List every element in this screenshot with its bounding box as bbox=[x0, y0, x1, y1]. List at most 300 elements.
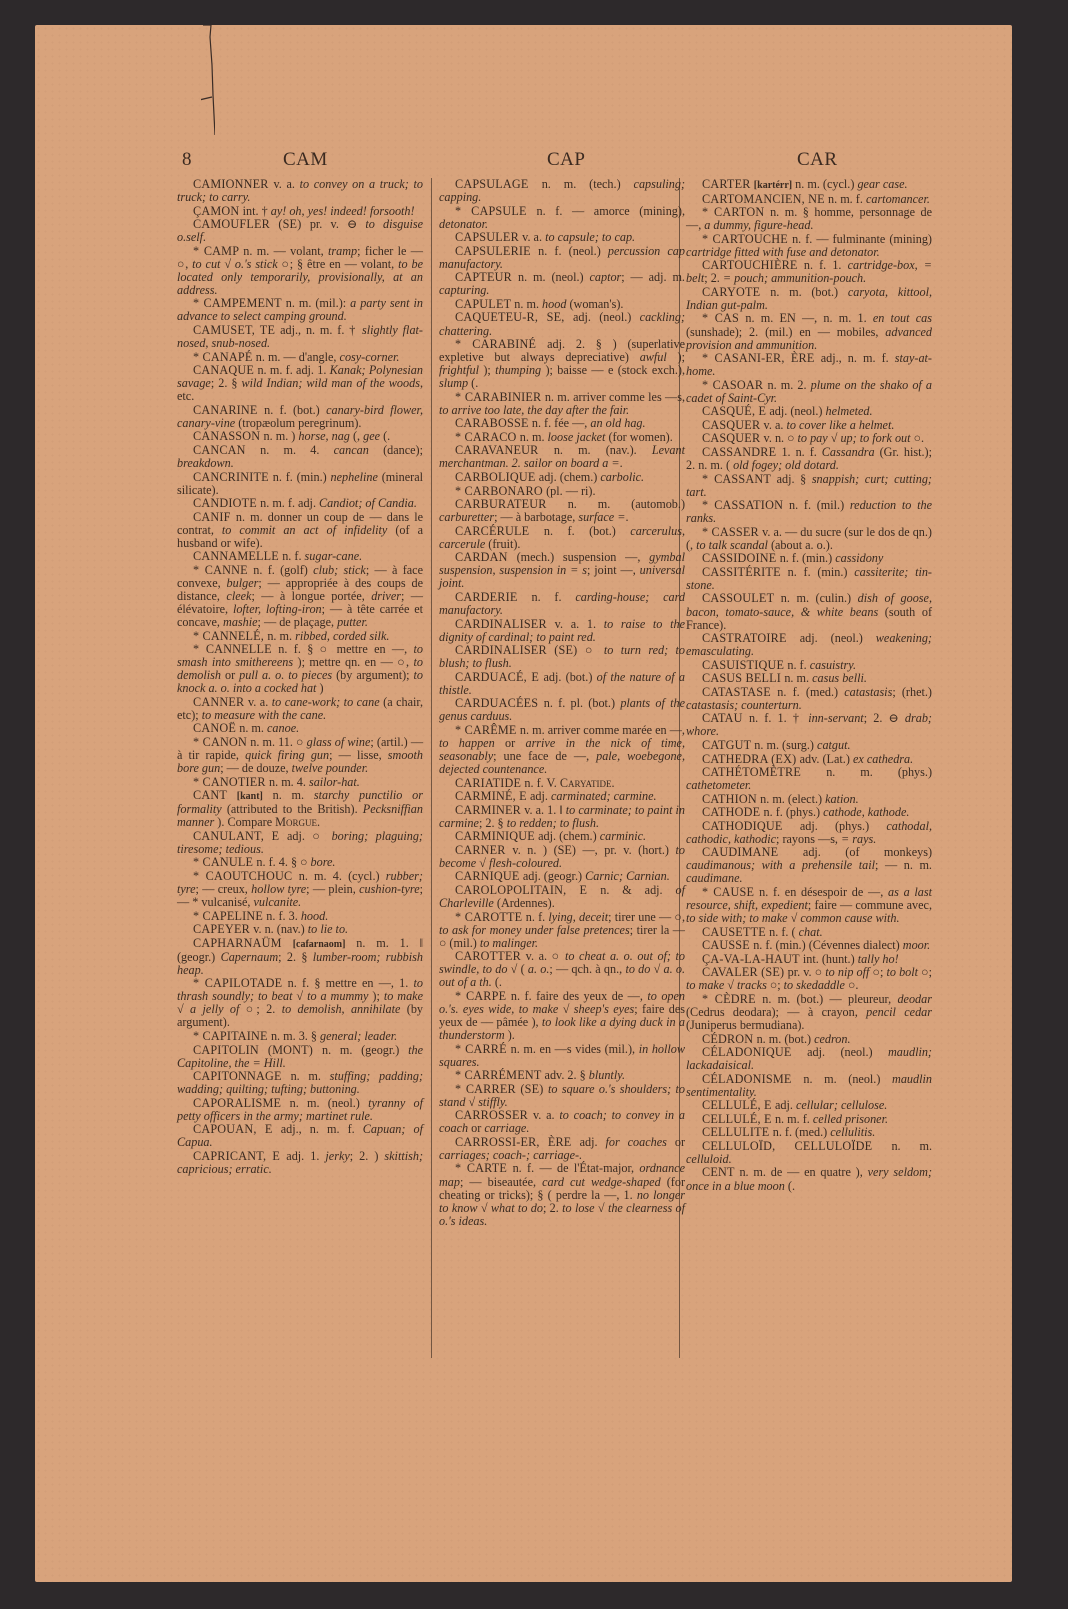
entry-text: ; 2. § bbox=[478, 815, 507, 830]
guide-word-center: CAP bbox=[547, 149, 586, 170]
entry-text: slump bbox=[439, 376, 469, 391]
entry-headword: * CARRÉMENT bbox=[455, 1068, 545, 1083]
entry-headword: CARTOUCHIÈRE bbox=[702, 258, 804, 273]
entry-text: pull a. o. to pieces bbox=[239, 668, 333, 683]
entry-text: ○. bbox=[844, 978, 859, 993]
entry-text: n. f. 4. § ○ bbox=[256, 855, 311, 870]
entry-text: n. f. (bot.) bbox=[264, 402, 327, 417]
entry-text: [cafarnaom] bbox=[292, 938, 346, 950]
entry-text: carriage. bbox=[484, 1121, 530, 1136]
entry-text: n. f. (mil.) bbox=[789, 498, 850, 513]
entry-text: cathetometer. bbox=[686, 778, 752, 793]
entry-text: tramp bbox=[328, 243, 358, 258]
entry-text: to malinger. bbox=[479, 935, 539, 950]
entry-text: Pecksniffian manner bbox=[177, 802, 423, 830]
entry-text: starchy punctilio or formality bbox=[177, 788, 423, 817]
entry-text: lumber-room; rubbish heap. bbox=[177, 949, 424, 977]
entry-headword: * CAPITAINE bbox=[193, 1029, 271, 1043]
entry-text: adj. 2. § ) (superlative expletive but always depreciative) bbox=[439, 337, 685, 365]
dictionary-entry bbox=[439, 178, 685, 204]
entry-text: n. f. § mettre en —, 1. bbox=[287, 976, 414, 991]
dictionary-entry bbox=[439, 591, 685, 617]
dictionary-entry bbox=[439, 205, 685, 231]
dictionary-entry bbox=[177, 937, 423, 977]
entry-headword: CANIF bbox=[193, 509, 236, 524]
entry-text: caudimanous; with a prehensile tail bbox=[686, 858, 876, 873]
entry-headword: CAROTTER bbox=[455, 949, 526, 964]
dictionary-entry bbox=[177, 404, 423, 430]
dictionary-entry bbox=[439, 790, 685, 803]
entry-text: (south of France). bbox=[686, 604, 932, 632]
entry-text: drab; whore. bbox=[686, 711, 932, 739]
entry-text: cleek bbox=[226, 588, 252, 603]
entry-headword: CARABOSSE bbox=[455, 416, 532, 431]
dictionary-entry bbox=[177, 736, 423, 775]
entry-text: (dance); bbox=[368, 442, 424, 457]
entry-text: n. m. bbox=[784, 671, 813, 686]
entry-headword: * CASANI-ER, ÈRE bbox=[702, 351, 821, 366]
dictionary-entry bbox=[686, 379, 932, 405]
entry-headword: CAPITONNAGE bbox=[193, 1069, 291, 1084]
entry-text: (mineral silicate). bbox=[177, 469, 423, 497]
entry-text: n. f. (neol.) bbox=[538, 243, 608, 258]
entry-text: n. f. — de l'État-major, bbox=[512, 1161, 640, 1176]
dictionary-entry bbox=[439, 911, 685, 950]
entry-text: adj. (bot.) bbox=[543, 669, 597, 684]
entry-headword: * CAPILOTADE bbox=[193, 976, 288, 991]
entry-text: ; — à tête carrée et concave, bbox=[177, 602, 423, 630]
entry-text: (sunshade); 2. (mil.) en — mobiles, bbox=[686, 324, 886, 339]
dictionary-entry bbox=[177, 870, 423, 909]
entry-text: plume on the shako of a cadet of Saint-Cyr. bbox=[686, 377, 932, 405]
entry-text: old fogey; old dotard. bbox=[733, 457, 839, 472]
entry-text: arrive in the nick of time, seasonably bbox=[439, 735, 686, 764]
entry-text: to smash into smithereens bbox=[177, 642, 423, 670]
column-divider bbox=[431, 178, 432, 1358]
entry-text: lofter, lofting-iron bbox=[232, 602, 322, 616]
dictionary-entry bbox=[177, 722, 423, 735]
dictionary-entry bbox=[686, 659, 932, 672]
dictionary-entry bbox=[177, 1097, 423, 1123]
entry-text: ribbed, corded silk. bbox=[295, 628, 390, 643]
entry-text: n. f. (golf) bbox=[253, 562, 314, 577]
entry-text: adj., n. m. f. bbox=[280, 1122, 363, 1137]
entry-text: n. f. (bot.) bbox=[543, 523, 631, 538]
entry-text: thumping bbox=[495, 363, 542, 378]
entry-text: Candiot; of Candia. bbox=[319, 496, 417, 511]
entry-text: Morgue. bbox=[275, 815, 321, 830]
dictionary-entry bbox=[686, 286, 932, 312]
entry-text: carminated; carmine. bbox=[550, 789, 657, 804]
entry-headword: CAMOUFLER (SE) bbox=[193, 217, 310, 232]
entry-text: ; — biseautée, bbox=[460, 1174, 543, 1189]
entry-text: ; — de douze, bbox=[220, 761, 292, 776]
entry-text: awful bbox=[639, 350, 667, 365]
entry-headword: CARYOTE bbox=[702, 284, 771, 299]
entry-headword: CANARINE bbox=[193, 402, 265, 417]
entry-text: canary-bird flower, canary-vine bbox=[177, 402, 423, 430]
dictionary-entry bbox=[177, 923, 423, 936]
entry-text: n. m. bbox=[267, 628, 296, 643]
entry-headword: CAPHARNAÜM bbox=[193, 935, 293, 950]
entry-text: adj. ○ bbox=[286, 828, 332, 843]
entry-text: to talk scandal bbox=[696, 537, 768, 552]
entry-text: or bbox=[666, 1134, 686, 1149]
dictionary-entry bbox=[177, 630, 423, 643]
entry-headword: CANNER bbox=[193, 694, 248, 709]
entry-text: canoe. bbox=[267, 721, 300, 736]
entry-text: vulcanite. bbox=[253, 895, 302, 910]
entry-text: ○; bbox=[766, 978, 784, 993]
entry-text: to arrive too late, the day after the fair. bbox=[439, 402, 630, 417]
entry-text: Capuan; of Capua. bbox=[177, 1122, 424, 1150]
entry-text: rubber; tyre bbox=[177, 868, 423, 896]
entry-text: ordnance map bbox=[439, 1161, 685, 1189]
entry-text: smooth bore gun bbox=[177, 748, 423, 776]
entry-headword: * CAPSULE bbox=[455, 203, 537, 218]
entry-text: ; — creux, bbox=[195, 881, 252, 896]
entry-headword: CASQUÉ, E bbox=[702, 404, 770, 419]
entry-text: ; — à longue portée, bbox=[251, 588, 372, 603]
entry-text: (Gr. hist.); 2. n. m. ( bbox=[686, 444, 932, 472]
entry-text: n. m. (automob.) bbox=[567, 497, 685, 512]
dictionary-entry bbox=[686, 753, 932, 766]
entry-headword: * CAMPEMENT bbox=[193, 296, 286, 311]
entry-headword: CAPOUAN, E bbox=[193, 1122, 281, 1137]
entry-text: adj. bbox=[530, 789, 551, 804]
entry-text: carding-house; card manufactory. bbox=[439, 589, 685, 617]
entry-text: tyranny of petty officers in the army; martinet rule. bbox=[177, 1095, 423, 1123]
entry-text: n. m. 4. (cycl.) bbox=[298, 868, 386, 883]
entry-text: ; — n. m. bbox=[875, 858, 932, 873]
entry-headword: CATHEDRA (EX) bbox=[702, 751, 800, 766]
entry-text: ; faire — commune avec, bbox=[807, 898, 932, 913]
entry-headword: CASQUER bbox=[702, 431, 764, 446]
entry-text: n. m. (nav.). bbox=[553, 443, 652, 458]
page-header bbox=[35, 149, 1012, 179]
entry-text: to measure with the cane. bbox=[201, 707, 327, 722]
entry-headword: CARTOMANCIEN, NE bbox=[702, 191, 829, 206]
entry-text: card cut wedge-shaped bbox=[542, 1174, 661, 1189]
entry-text: bore. bbox=[310, 855, 336, 870]
entry-text: = rays. bbox=[841, 831, 877, 846]
dictionary-entry bbox=[686, 206, 932, 232]
entry-text: mashie bbox=[223, 615, 258, 630]
entry-text: catgut. bbox=[817, 737, 851, 752]
entry-text: ○; bbox=[918, 965, 932, 980]
entry-text: adj. bbox=[774, 1098, 796, 1113]
entry-text: ; — à barbotage, bbox=[494, 510, 579, 525]
entry-text: v. a. — du sucre (sur le dos de qn.) (, bbox=[686, 524, 932, 552]
entry-headword: CASSIDOINE bbox=[702, 551, 780, 566]
entry-text: (mech.) suspension —, bbox=[516, 550, 650, 565]
entry-text: ; — qch. à qn., bbox=[549, 962, 626, 977]
entry-headword: CASSITÉRITE bbox=[702, 564, 788, 579]
entry-text: ; joint —, bbox=[587, 563, 640, 578]
entry-text: ; une face de —, bbox=[493, 749, 597, 764]
entry-text: adj. (chem.) bbox=[538, 829, 600, 844]
entry-text: , etc. bbox=[177, 376, 423, 404]
entry-text: n. m. (neol.) bbox=[803, 1071, 893, 1086]
entry-headword: CAPORALISME bbox=[193, 1095, 290, 1110]
entry-text: inn-servant bbox=[808, 711, 864, 726]
column-right bbox=[686, 178, 932, 1193]
entry-text: v. a. bbox=[273, 177, 300, 191]
entry-headword: CARMINÉ, E bbox=[455, 789, 530, 804]
entry-text: cellulitis. bbox=[830, 1125, 876, 1140]
dictionary-entry bbox=[439, 950, 685, 989]
entry-headword: CÉLADONISME bbox=[702, 1071, 804, 1086]
entry-text: to open o.'s. eyes wide, to make √ sheep's eyes bbox=[439, 988, 686, 1016]
dictionary-entry bbox=[177, 830, 423, 856]
entry-text: to demolish, annihilate bbox=[281, 1002, 401, 1017]
page-number: 8 bbox=[182, 149, 192, 170]
entry-text: v. a. ○ bbox=[525, 949, 565, 964]
entry-text: adj. 1. bbox=[286, 1148, 326, 1163]
dictionary-entry bbox=[177, 430, 423, 443]
entry-text: to lie to. bbox=[307, 922, 349, 937]
entry-text: (for cheating or tricks); § ( perdre la —, 1. bbox=[439, 1174, 685, 1202]
entry-headword: CAPRICANT, E bbox=[193, 1148, 287, 1163]
entry-headword: CARDUACÉ, E bbox=[455, 669, 544, 684]
entry-text: to become √ flesh-coloured. bbox=[439, 842, 686, 870]
dictionary-entry bbox=[439, 1162, 685, 1227]
entry-text: n. f. § ○ mettre en —, bbox=[278, 642, 414, 657]
entry-text: catastasis; counterturn. bbox=[686, 697, 802, 712]
entry-headword: * CARTOUCHE bbox=[702, 231, 793, 246]
entry-headword: * CARPE bbox=[455, 988, 511, 1003]
dictionary-entry bbox=[439, 697, 685, 723]
entry-text: adj., n. m. f. bbox=[820, 351, 895, 366]
entry-text: (woman's). bbox=[566, 296, 624, 311]
entry-text: v. n. ) (SE) —, pr. v. (hort.) bbox=[512, 842, 676, 857]
entry-text: adj. (neol.) bbox=[572, 310, 640, 325]
entry-text: a. o. bbox=[527, 962, 550, 977]
entry-text: to turn red; to blush; to flush. bbox=[439, 643, 685, 671]
entry-text: of Charleville bbox=[439, 882, 685, 911]
entry-headword: CASQUER bbox=[702, 417, 764, 432]
entry-text: v. a. 1. ‖ bbox=[524, 802, 566, 817]
entry-text: v. a. bbox=[532, 1108, 560, 1123]
entry-headword: CAPSULERIE bbox=[455, 243, 539, 258]
entry-text: n. f. 3. bbox=[266, 908, 301, 923]
entry-text: to redden; to flush. bbox=[506, 815, 600, 830]
entry-text: ; — adj. m. bbox=[621, 270, 685, 285]
entry-text: boring; plaguing; tiresome; tedious. bbox=[177, 828, 423, 856]
guide-word-left: CAM bbox=[283, 149, 328, 170]
entry-text: n. m. 2. bbox=[767, 377, 811, 392]
entry-headword: * CARABINIER bbox=[455, 389, 545, 404]
dictionary-entry bbox=[686, 432, 932, 445]
entry-text: (pl. — ri). bbox=[546, 483, 596, 498]
entry-text: adj. (neol.) bbox=[799, 631, 876, 646]
dictionary-entry bbox=[439, 1043, 685, 1069]
entry-text: captor bbox=[589, 270, 622, 285]
entry-text: detonator. bbox=[439, 216, 489, 231]
entry-headword: * CARBONARO bbox=[455, 483, 547, 498]
entry-text: loose jacket bbox=[547, 429, 606, 444]
entry-headword: CATHODE bbox=[702, 805, 764, 820]
entry-text: v. n. ○ bbox=[763, 431, 798, 446]
entry-text: to thrash soundly; to beat √ to a mummy bbox=[177, 976, 423, 1004]
entry-headword: * CANON bbox=[193, 734, 251, 749]
entry-text: general; leader. bbox=[320, 1029, 398, 1043]
dictionary-entry bbox=[177, 324, 423, 350]
entry-text: (. bbox=[380, 429, 391, 444]
entry-text: capsuling; capping. bbox=[439, 177, 685, 205]
entry-headword: CANCAN bbox=[193, 442, 261, 457]
entry-headword: * CANNE bbox=[193, 562, 254, 577]
entry-text: n. m. (bot.) — pleureur, bbox=[762, 991, 898, 1006]
paper-tear bbox=[201, 25, 215, 145]
dictionary-entry bbox=[439, 391, 685, 417]
entry-text: lying, deceit bbox=[548, 909, 609, 924]
dictionary-entry bbox=[686, 193, 932, 206]
entry-text: cathodal, cathodic, kathodic bbox=[686, 818, 933, 846]
entry-text: cushion-tyre bbox=[359, 881, 420, 896]
entry-text: cathode, kathode. bbox=[823, 805, 910, 820]
entry-text: n. & adj. bbox=[600, 882, 676, 897]
entry-text: percussion cap manufactory. bbox=[439, 243, 685, 271]
entry-text: n. m. de — en quatre ), bbox=[739, 1165, 868, 1180]
entry-headword: CARDAN bbox=[455, 550, 517, 565]
entry-text: gear case. bbox=[857, 177, 908, 191]
entry-text: ). bbox=[504, 1028, 515, 1042]
entry-text: pencil cedar bbox=[866, 1004, 932, 1019]
dictionary-entry bbox=[686, 405, 932, 418]
dictionary-entry bbox=[686, 886, 932, 925]
entry-text: pr. v. ⊖ bbox=[309, 217, 366, 232]
entry-text: n. m. (bot.) bbox=[756, 1031, 815, 1046]
entry-text: n. f. (min.) bbox=[787, 564, 855, 579]
entry-headword: CAPULET bbox=[455, 296, 515, 311]
entry-text: ; (rhet.) bbox=[892, 684, 932, 699]
entry-text: ; — * vulcanisé, bbox=[177, 881, 423, 910]
entry-text: Cassandra bbox=[821, 444, 875, 459]
entry-text: (Ardennes). bbox=[493, 896, 555, 911]
dictionary-entry bbox=[686, 966, 932, 992]
dictionary-entry bbox=[439, 525, 685, 551]
dictionary-entry bbox=[439, 671, 685, 697]
entry-text: adv. 2. § bbox=[544, 1068, 589, 1083]
entry-text: n. f. fée —, bbox=[531, 416, 591, 431]
entry-text: a dummy, figure-head. bbox=[704, 218, 814, 233]
entry-text: to be located only temporarily, provisionally, at an address. bbox=[177, 256, 423, 297]
entry-text: jerky bbox=[325, 1148, 350, 1163]
dictionary-entry bbox=[686, 806, 932, 819]
entry-text: a party sent in advance to select camping ground. bbox=[177, 296, 423, 324]
dictionary-entry bbox=[686, 632, 932, 658]
dictionary-entry bbox=[177, 511, 423, 550]
entry-text: n. m. en —s vides (mil.), bbox=[510, 1041, 639, 1056]
entry-text: n. m. f. adj. 1. bbox=[257, 363, 330, 378]
dictionary-entry bbox=[439, 245, 685, 271]
entry-text: glass of wine bbox=[306, 734, 371, 749]
entry-text: Caryatide. bbox=[559, 775, 615, 790]
entry-text: n. f. bbox=[282, 549, 305, 564]
entry-headword: CAUSSE bbox=[702, 938, 754, 953]
entry-text: to commit an act of infidelity bbox=[221, 522, 388, 537]
entry-text: to cut √ o.'s stick bbox=[192, 256, 278, 271]
entry-text: n. m. donner un coup de — dans le contrat, bbox=[177, 509, 423, 537]
dictionary-entry bbox=[177, 471, 423, 497]
dictionary-entry bbox=[177, 497, 423, 510]
entry-text: v. a. 1. bbox=[554, 616, 604, 631]
entry-text: ; 2. ) bbox=[349, 1148, 385, 1163]
entry-headword: CASUISTIQUE bbox=[702, 657, 788, 672]
entry-text: kation. bbox=[825, 791, 859, 806]
entry-text: carbolic. bbox=[600, 470, 645, 485]
entry-text: Levant merchantman. 2. sailor on board a = bbox=[439, 443, 685, 471]
entry-text: cassidony bbox=[835, 551, 884, 566]
entry-text: . bbox=[625, 510, 629, 525]
entry-text: no longer to know √ what to do bbox=[439, 1187, 685, 1215]
entry-text: n. m. (tech.) bbox=[541, 177, 634, 191]
entry-text: ○; § être en — volant, bbox=[277, 256, 399, 271]
dictionary-entry bbox=[686, 419, 932, 432]
entry-text: cellular; cellulose. bbox=[795, 1098, 888, 1113]
entry-headword: CATASTASE bbox=[702, 684, 778, 699]
entry-text: ○ bbox=[584, 643, 604, 658]
dictionary-entry bbox=[686, 552, 932, 565]
entry-text: n. f. V. bbox=[524, 775, 560, 790]
dictionary-entry bbox=[177, 564, 423, 629]
entry-text: tally ho! bbox=[857, 951, 899, 966]
entry-headword: CASSANDRE bbox=[702, 444, 782, 459]
entry-headword: CAROLOPOLITAIN, E bbox=[455, 882, 601, 897]
entry-text: cedron. bbox=[814, 1031, 851, 1046]
entry-text: to ask for money under false pretences bbox=[439, 922, 630, 937]
dictionary-entry bbox=[686, 259, 932, 285]
entry-text: n. m. 1. ‖ (geogr.) bbox=[177, 935, 423, 964]
entry-text: to cane-work; to cane bbox=[271, 694, 380, 709]
entry-headword: CENT bbox=[702, 1165, 740, 1180]
entry-headword: * CARABINÉ bbox=[455, 337, 548, 352]
entry-headword: CAUDIMANE bbox=[702, 845, 803, 860]
entry-text: n. m. (neol.) bbox=[289, 1095, 369, 1110]
entry-headword: CATHION bbox=[702, 791, 761, 806]
entry-headword: * CARRER (SE) bbox=[455, 1081, 549, 1096]
entry-text: n. m. 4. bbox=[260, 442, 334, 457]
column-center bbox=[439, 178, 685, 1228]
entry-headword: * CAMP bbox=[193, 243, 244, 258]
entry-text: adj. (chem.) bbox=[538, 470, 601, 485]
entry-text: ; tirer la — ○ (mil.) bbox=[439, 922, 685, 950]
dictionary-entry bbox=[439, 844, 685, 870]
entry-text: ○. bbox=[910, 431, 924, 446]
entry-text: adj., n. m. f. † bbox=[280, 323, 362, 338]
dictionary-entry bbox=[439, 724, 685, 776]
entry-headword: CARDERIE bbox=[455, 589, 532, 604]
entry-headword: CELLULÉ, E bbox=[702, 1111, 775, 1126]
entry-headword: CATHÉTOMÈTRE bbox=[702, 765, 827, 780]
entry-text: ( bbox=[517, 962, 528, 977]
dictionary-entry bbox=[439, 498, 685, 524]
entry-text: n. m. bbox=[514, 296, 543, 311]
entry-headword: * CAROTTE bbox=[455, 909, 526, 924]
entry-text: n. f. — fulminante (mining) bbox=[792, 231, 932, 246]
entry-text: (a chair, etc); bbox=[177, 694, 423, 722]
entry-headword: CAQUETEU-R, SE, bbox=[455, 310, 573, 325]
dictionary-entry bbox=[686, 566, 932, 592]
dictionary-entry bbox=[439, 644, 685, 670]
dictionary-entry bbox=[439, 830, 685, 843]
entry-text: bulger bbox=[226, 575, 259, 590]
entry-headword: * CARTON bbox=[702, 205, 771, 220]
entry-text: to side with; to make √ common cause with. bbox=[686, 911, 900, 926]
entry-headword: * CASOAR bbox=[702, 377, 768, 392]
entry-text: to square o.'s shoulders; to stand √ stiffly. bbox=[439, 1081, 685, 1109]
